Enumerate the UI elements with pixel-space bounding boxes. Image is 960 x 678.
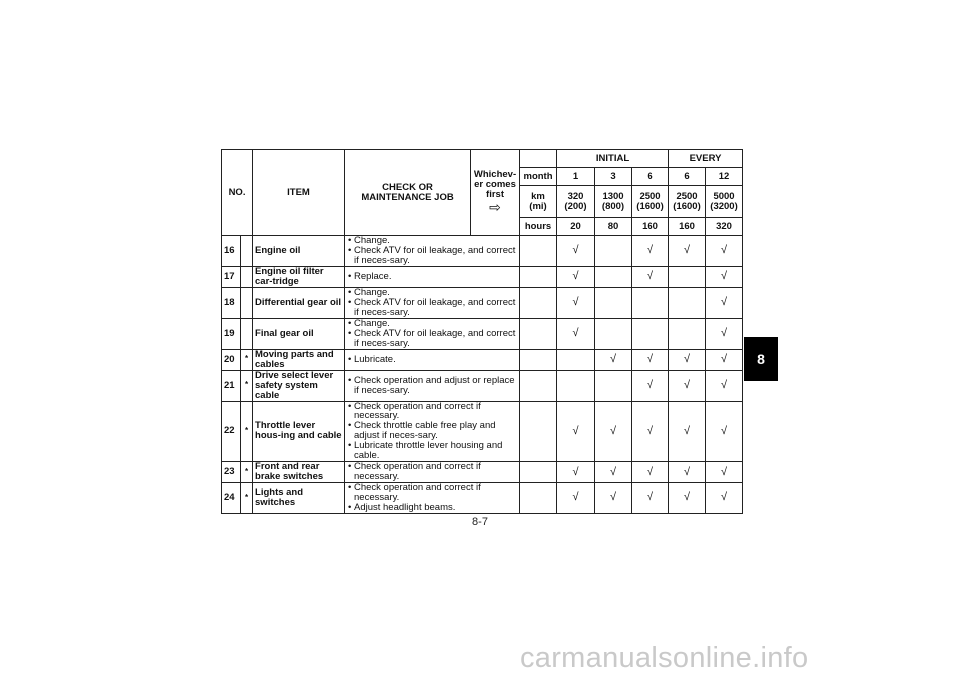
unit-column-cell xyxy=(520,483,557,514)
job-bullet: • Change. xyxy=(347,288,517,298)
dealer-service-mark xyxy=(241,266,253,287)
empty-interval-cell xyxy=(595,266,632,287)
header-no: NO. xyxy=(222,150,253,236)
check-mark-icon: √ xyxy=(706,462,743,483)
header-whichever xyxy=(471,150,520,236)
check-mark-icon: √ xyxy=(669,401,706,462)
row-number: 23 xyxy=(222,462,241,483)
check-mark-icon: √ xyxy=(706,287,743,318)
check-mark-icon: √ xyxy=(557,401,595,462)
job-bullet: • Adjust headlight beams. xyxy=(347,503,517,513)
job-bullet: • Check ATV for oil leakage, and correct if neces-sary. xyxy=(347,298,517,318)
empty-interval-cell xyxy=(669,318,706,349)
table-row xyxy=(222,483,743,514)
row-item: Engine oil xyxy=(253,236,345,267)
header-interval-value: 2500 (1600) xyxy=(632,186,669,218)
row-number: 19 xyxy=(222,318,241,349)
row-job xyxy=(345,401,520,462)
header-interval-value: 320 (200) xyxy=(557,186,595,218)
check-mark-icon: √ xyxy=(557,287,595,318)
table-row xyxy=(222,266,743,287)
job-bullet: • Check throttle cable free play and adjust if neces-sary. xyxy=(347,421,517,441)
whichever-label: Whichev-er comes first xyxy=(473,169,517,201)
unit-column-cell xyxy=(520,318,557,349)
row-item: Front and rear brake switches xyxy=(253,462,345,483)
dealer-service-mark xyxy=(241,236,253,267)
check-mark-icon: √ xyxy=(706,318,743,349)
check-mark-icon: √ xyxy=(557,236,595,267)
check-mark-icon: √ xyxy=(706,401,743,462)
row-job xyxy=(345,287,520,318)
table-row xyxy=(222,236,743,267)
row-number: 22 xyxy=(222,401,241,462)
header-unit-label: month xyxy=(520,168,557,186)
table-row xyxy=(222,401,743,462)
row-number: 24 xyxy=(222,483,241,514)
check-mark-icon: √ xyxy=(632,236,669,267)
unit-column-cell xyxy=(520,287,557,318)
check-mark-icon: √ xyxy=(706,483,743,514)
header-item: ITEM xyxy=(253,150,345,236)
header-interval-value: 12 xyxy=(706,168,743,186)
check-mark-icon: √ xyxy=(632,266,669,287)
dealer-service-mark xyxy=(241,318,253,349)
row-job xyxy=(345,236,520,267)
row-job xyxy=(345,483,520,514)
empty-interval-cell xyxy=(557,370,595,401)
header-interval-value: 20 xyxy=(557,218,595,236)
check-mark-icon: √ xyxy=(669,370,706,401)
empty-interval-cell xyxy=(632,318,669,349)
check-mark-icon: √ xyxy=(632,462,669,483)
check-mark-icon: √ xyxy=(632,483,669,514)
header-interval-value: 160 xyxy=(669,218,706,236)
header-every: EVERY xyxy=(669,150,743,168)
empty-interval-cell xyxy=(595,287,632,318)
table-row xyxy=(222,318,743,349)
header-interval-value: 1300 (800) xyxy=(595,186,632,218)
row-job xyxy=(345,370,520,401)
dealer-service-mark xyxy=(241,287,253,318)
check-mark-icon: √ xyxy=(669,483,706,514)
header-interval-value: 3 xyxy=(595,168,632,186)
header-interval-value: 6 xyxy=(669,168,706,186)
empty-interval-cell xyxy=(669,266,706,287)
dealer-service-mark: * xyxy=(241,349,253,370)
check-mark-icon: √ xyxy=(557,462,595,483)
row-number: 18 xyxy=(222,287,241,318)
job-bullet: • Replace. xyxy=(347,272,517,282)
check-mark-icon: √ xyxy=(706,236,743,267)
empty-interval-cell xyxy=(595,370,632,401)
job-bullet: • Check operation and correct if necessary. xyxy=(347,402,517,422)
header-interval-value: 160 xyxy=(632,218,669,236)
page-number: 8-7 xyxy=(472,516,488,528)
table-row xyxy=(222,349,743,370)
job-bullet: • Change. xyxy=(347,236,517,246)
empty-interval-cell xyxy=(595,236,632,267)
dealer-service-mark: * xyxy=(241,462,253,483)
dealer-service-mark: * xyxy=(241,401,253,462)
empty-interval-cell xyxy=(669,287,706,318)
maintenance-rows xyxy=(222,236,743,514)
unit-column-cell xyxy=(520,266,557,287)
check-mark-icon: √ xyxy=(557,483,595,514)
job-bullet: • Check ATV for oil leakage, and correct if neces-sary. xyxy=(347,329,517,349)
job-bullet: • Lubricate. xyxy=(347,355,517,365)
header-interval-value: 6 xyxy=(632,168,669,186)
header-interval-value: 5000 (3200) xyxy=(706,186,743,218)
dealer-service-mark: * xyxy=(241,483,253,514)
header-corner xyxy=(520,150,557,168)
check-mark-icon: √ xyxy=(595,462,632,483)
table-row xyxy=(222,462,743,483)
row-job xyxy=(345,462,520,483)
right-arrow-icon: ⇨ xyxy=(489,199,501,216)
header-interval-value: 2500 (1600) xyxy=(669,186,706,218)
row-item: Throttle lever hous-ing and cable xyxy=(253,401,345,462)
row-item: Final gear oil xyxy=(253,318,345,349)
table-row xyxy=(222,370,743,401)
row-number: 16 xyxy=(222,236,241,267)
unit-column-cell xyxy=(520,349,557,370)
check-mark-icon: √ xyxy=(706,349,743,370)
row-number: 21 xyxy=(222,370,241,401)
check-mark-icon: √ xyxy=(632,401,669,462)
empty-interval-cell xyxy=(632,287,669,318)
row-item: Differential gear oil xyxy=(253,287,345,318)
check-mark-icon: √ xyxy=(669,349,706,370)
check-mark-icon: √ xyxy=(632,349,669,370)
job-bullet: • Change. xyxy=(347,319,517,329)
unit-column-cell xyxy=(520,370,557,401)
unit-column-cell xyxy=(520,462,557,483)
check-mark-icon: √ xyxy=(595,483,632,514)
check-mark-icon: √ xyxy=(557,318,595,349)
header-interval-value: 80 xyxy=(595,218,632,236)
job-bullet: • Check operation and adjust or replace if neces-sary. xyxy=(347,376,517,396)
row-item: Drive select lever safety system cable xyxy=(253,370,345,401)
row-item: Moving parts and cables xyxy=(253,349,345,370)
watermark: carmanualsonline.info xyxy=(520,642,809,674)
row-item: Engine oil filter car-tridge xyxy=(253,266,345,287)
unit-column-cell xyxy=(520,236,557,267)
check-mark-icon: √ xyxy=(706,266,743,287)
header-unit-label: km (mi) xyxy=(520,186,557,218)
maintenance-chart xyxy=(221,149,743,514)
header-initial: INITIAL xyxy=(557,150,669,168)
check-mark-icon: √ xyxy=(595,401,632,462)
row-job xyxy=(345,349,520,370)
check-mark-icon: √ xyxy=(595,349,632,370)
empty-interval-cell xyxy=(595,318,632,349)
header-interval-value: 320 xyxy=(706,218,743,236)
section-tab[interactable]: 8 xyxy=(744,337,778,381)
job-bullet: • Check ATV for oil leakage, and correct if neces-sary. xyxy=(347,246,517,266)
table-row xyxy=(222,287,743,318)
dealer-service-mark: * xyxy=(241,370,253,401)
row-job xyxy=(345,266,520,287)
check-mark-icon: √ xyxy=(632,370,669,401)
check-mark-icon: √ xyxy=(557,266,595,287)
check-mark-icon: √ xyxy=(669,462,706,483)
job-bullet: • Lubricate throttle lever housing and cable. xyxy=(347,441,517,461)
row-number: 20 xyxy=(222,349,241,370)
unit-column-cell xyxy=(520,401,557,462)
job-bullet: • Check operation and correct if necessary. xyxy=(347,462,517,482)
check-mark-icon: √ xyxy=(706,370,743,401)
header-job: CHECK OR MAINTENANCE JOB xyxy=(345,150,471,236)
empty-interval-cell xyxy=(557,349,595,370)
row-number: 17 xyxy=(222,266,241,287)
row-job xyxy=(345,318,520,349)
check-mark-icon: √ xyxy=(669,236,706,267)
header-unit-label: hours xyxy=(520,218,557,236)
row-item: Lights and switches xyxy=(253,483,345,514)
job-bullet: • Check operation and correct if necessary. xyxy=(347,483,517,503)
header-interval-value: 1 xyxy=(557,168,595,186)
